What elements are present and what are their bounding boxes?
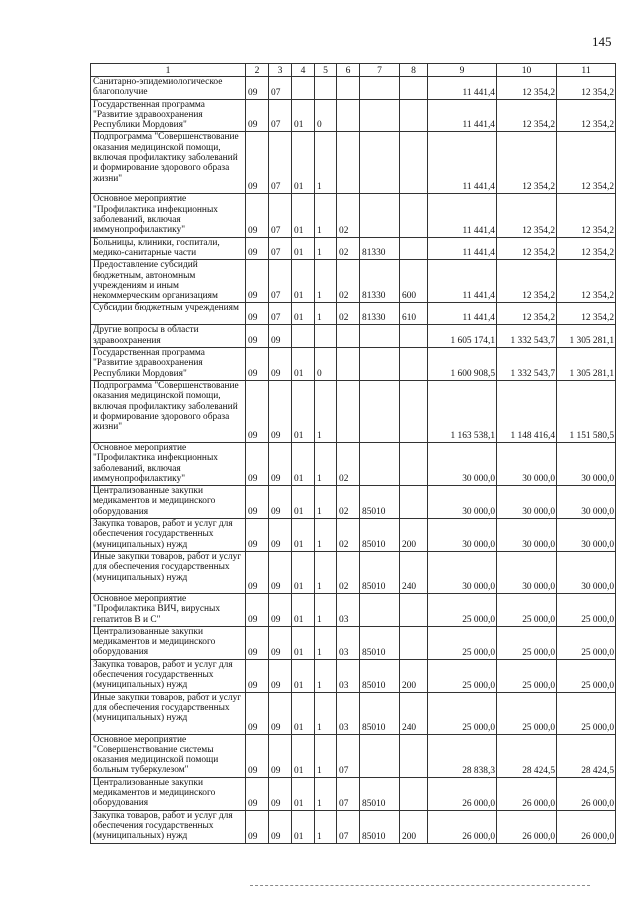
budget-table <box>90 63 616 844</box>
code-direction <box>360 132 400 194</box>
code-section: 09 <box>246 325 269 348</box>
code-event: 02 <box>337 551 360 593</box>
code-subprogram <box>315 325 337 348</box>
code-subsection: 09 <box>269 593 292 626</box>
code-section: 09 <box>246 132 269 194</box>
header-cell: 5 <box>315 64 337 77</box>
code-direction: 81330 <box>360 237 400 260</box>
code-subsection: 09 <box>269 519 292 552</box>
row-name: Закупка товаров, работ и услуг для обеспечения государственных (муниципальных) нужд <box>91 659 246 692</box>
code-direction <box>360 593 400 626</box>
code-subsection: 09 <box>269 626 292 659</box>
code-program: 01 <box>292 626 315 659</box>
header-cell: 4 <box>292 64 315 77</box>
code-section: 09 <box>246 486 269 519</box>
code-subsection: 07 <box>269 99 292 132</box>
code-subsection: 09 <box>269 777 292 810</box>
code-direction: 85010 <box>360 659 400 692</box>
amount-year-1: 28 838,3 <box>428 734 497 777</box>
header-cell: 6 <box>337 64 360 77</box>
amount-year-1: 25 000,0 <box>428 692 497 734</box>
code-program: 01 <box>292 442 315 485</box>
table-row <box>91 303 616 325</box>
code-program: 01 <box>292 303 315 325</box>
amount-year-1: 26 000,0 <box>428 810 497 843</box>
amount-year-2: 30 000,0 <box>497 442 557 485</box>
code-subprogram <box>315 77 337 100</box>
code-expense-type <box>400 380 428 442</box>
amount-year-2: 12 354,2 <box>497 99 557 132</box>
code-subsection: 09 <box>269 442 292 485</box>
code-expense-type: 200 <box>400 659 428 692</box>
amount-year-3: 12 354,2 <box>557 77 616 100</box>
amount-year-1: 1 163 538,1 <box>428 380 497 442</box>
table-row <box>91 194 616 237</box>
code-expense-type: 200 <box>400 810 428 843</box>
code-section: 09 <box>246 442 269 485</box>
code-subprogram: 1 <box>315 626 337 659</box>
amount-year-1: 11 441,4 <box>428 132 497 194</box>
row-name: Государственная программа "Развитие здравоохранения Республики Мордовия" <box>91 348 246 381</box>
header-cell: 3 <box>269 64 292 77</box>
code-subsection: 09 <box>269 810 292 843</box>
amount-year-2: 30 000,0 <box>497 486 557 519</box>
code-section: 09 <box>246 77 269 100</box>
amount-year-2: 25 000,0 <box>497 593 557 626</box>
code-program: 01 <box>292 348 315 381</box>
code-section: 09 <box>246 659 269 692</box>
code-subprogram: 1 <box>315 303 337 325</box>
header-row <box>91 64 616 77</box>
code-direction: 85010 <box>360 519 400 552</box>
header-cell: 7 <box>360 64 400 77</box>
table-row <box>91 77 616 100</box>
code-subprogram: 1 <box>315 692 337 734</box>
amount-year-3: 1 151 580,5 <box>557 380 616 442</box>
amount-year-2: 1 332 543,7 <box>497 325 557 348</box>
amount-year-3: 1 305 281,1 <box>557 348 616 381</box>
table-row <box>91 132 616 194</box>
code-section: 09 <box>246 99 269 132</box>
amount-year-1: 1 605 174,1 <box>428 325 497 348</box>
code-section: 09 <box>246 777 269 810</box>
table-row <box>91 551 616 593</box>
code-program: 01 <box>292 659 315 692</box>
row-name: Больницы, клиники, госпитали, медико-санитарные части <box>91 237 246 260</box>
code-subprogram: 1 <box>315 551 337 593</box>
amount-year-2: 25 000,0 <box>497 659 557 692</box>
amount-year-3: 12 354,2 <box>557 132 616 194</box>
code-direction: 85010 <box>360 810 400 843</box>
code-event <box>337 99 360 132</box>
amount-year-1: 11 441,4 <box>428 303 497 325</box>
code-expense-type: 200 <box>400 519 428 552</box>
code-expense-type: 600 <box>400 260 428 303</box>
code-event: 02 <box>337 442 360 485</box>
code-expense-type: 610 <box>400 303 428 325</box>
amount-year-3: 30 000,0 <box>557 551 616 593</box>
code-subprogram: 1 <box>315 486 337 519</box>
row-name: Другие вопросы в области здравоохранения <box>91 325 246 348</box>
amount-year-2: 26 000,0 <box>497 810 557 843</box>
code-program <box>292 325 315 348</box>
header-cell: 11 <box>557 64 616 77</box>
code-event <box>337 380 360 442</box>
header-cell: 10 <box>497 64 557 77</box>
row-name: Основное мероприятие "Совершенствование системы оказания медицинской помощи больным туберкулезом" <box>91 734 246 777</box>
code-section: 09 <box>246 519 269 552</box>
code-subsection: 07 <box>269 132 292 194</box>
code-subsection: 07 <box>269 194 292 237</box>
row-name: Закупка товаров, работ и услуг для обеспечения государственных (муниципальных) нужд <box>91 519 246 552</box>
amount-year-3: 25 000,0 <box>557 692 616 734</box>
amount-year-2: 30 000,0 <box>497 519 557 552</box>
amount-year-2: 12 354,2 <box>497 237 557 260</box>
code-subprogram: 1 <box>315 777 337 810</box>
amount-year-1: 11 441,4 <box>428 194 497 237</box>
code-event: 03 <box>337 692 360 734</box>
amount-year-2: 12 354,2 <box>497 77 557 100</box>
row-name: Подпрограмма "Совершенствование оказания медицинской помощи, включая профилактику заболеваний и формирование здорового образа жизни" <box>91 132 246 194</box>
amount-year-2: 12 354,2 <box>497 303 557 325</box>
amount-year-3: 12 354,2 <box>557 99 616 132</box>
code-direction <box>360 734 400 777</box>
table-row <box>91 777 616 810</box>
code-subsection: 09 <box>269 380 292 442</box>
code-program: 01 <box>292 237 315 260</box>
amount-year-1: 11 441,4 <box>428 99 497 132</box>
code-direction <box>360 380 400 442</box>
row-name: Иные закупки товаров, работ и услуг для обеспечения государственных (муниципальных) нужд <box>91 692 246 734</box>
amount-year-2: 12 354,2 <box>497 194 557 237</box>
code-direction <box>360 348 400 381</box>
code-direction: 85010 <box>360 626 400 659</box>
amount-year-2: 26 000,0 <box>497 777 557 810</box>
row-name: Субсидии бюджетным учреждениям <box>91 303 246 325</box>
page-edge-line <box>250 885 590 886</box>
code-program: 01 <box>292 486 315 519</box>
code-subsection: 07 <box>269 260 292 303</box>
amount-year-1: 30 000,0 <box>428 519 497 552</box>
code-event: 02 <box>337 519 360 552</box>
code-section: 09 <box>246 380 269 442</box>
code-program: 01 <box>292 810 315 843</box>
code-event: 02 <box>337 260 360 303</box>
amount-year-2: 1 148 416,4 <box>497 380 557 442</box>
code-expense-type <box>400 486 428 519</box>
amount-year-3: 25 000,0 <box>557 659 616 692</box>
amount-year-2: 25 000,0 <box>497 692 557 734</box>
code-program: 01 <box>292 777 315 810</box>
amount-year-3: 30 000,0 <box>557 442 616 485</box>
code-subsection: 09 <box>269 551 292 593</box>
code-event: 03 <box>337 626 360 659</box>
amount-year-1: 25 000,0 <box>428 659 497 692</box>
code-direction <box>360 442 400 485</box>
table-row <box>91 810 616 843</box>
amount-year-3: 25 000,0 <box>557 593 616 626</box>
row-name: Государственная программа "Развитие здравоохранения Республики Мордовия" <box>91 99 246 132</box>
code-event <box>337 348 360 381</box>
code-event: 07 <box>337 777 360 810</box>
code-subprogram: 1 <box>315 380 337 442</box>
row-name: Закупка товаров, работ и услуг для обеспечения государственных (муниципальных) нужд <box>91 810 246 843</box>
page-number: 145 <box>592 34 612 49</box>
row-name: Предоставление субсидий бюджетным, автономным учреждениям и иным некоммерческим организациям <box>91 260 246 303</box>
code-event: 07 <box>337 734 360 777</box>
amount-year-2: 30 000,0 <box>497 551 557 593</box>
code-direction: 85010 <box>360 692 400 734</box>
code-subsection: 09 <box>269 692 292 734</box>
code-subprogram: 1 <box>315 260 337 303</box>
row-name: Централизованные закупки медикаментов и медицинского оборудования <box>91 777 246 810</box>
amount-year-1: 25 000,0 <box>428 593 497 626</box>
table-row <box>91 692 616 734</box>
code-section: 09 <box>246 593 269 626</box>
table-row <box>91 260 616 303</box>
code-subsection: 07 <box>269 303 292 325</box>
code-subsection: 09 <box>269 734 292 777</box>
amount-year-1: 30 000,0 <box>428 486 497 519</box>
code-program: 01 <box>292 692 315 734</box>
code-section: 09 <box>246 348 269 381</box>
amount-year-1: 11 441,4 <box>428 237 497 260</box>
row-name: Подпрограмма "Совершенствование оказания медицинской помощи, включая профилактику заболеваний и формирование здорового образа жизни" <box>91 380 246 442</box>
table-row <box>91 626 616 659</box>
row-name: Санитарно-эпидемиологическое благополучие <box>91 77 246 100</box>
code-direction: 85010 <box>360 486 400 519</box>
table-row <box>91 325 616 348</box>
row-name: Основное мероприятие "Профилактика инфекционных заболеваний, включая иммунопрофилактику" <box>91 194 246 237</box>
code-section: 09 <box>246 734 269 777</box>
code-subprogram: 1 <box>315 593 337 626</box>
code-program: 01 <box>292 260 315 303</box>
code-event <box>337 325 360 348</box>
code-expense-type <box>400 132 428 194</box>
code-event: 02 <box>337 237 360 260</box>
code-section: 09 <box>246 810 269 843</box>
amount-year-3: 26 000,0 <box>557 777 616 810</box>
row-name: Иные закупки товаров, работ и услуг для обеспечения государственных (муниципальных) нужд <box>91 551 246 593</box>
code-event: 02 <box>337 303 360 325</box>
code-subprogram: 1 <box>315 734 337 777</box>
code-program: 01 <box>292 593 315 626</box>
code-subsection: 09 <box>269 486 292 519</box>
code-event <box>337 132 360 194</box>
code-expense-type <box>400 99 428 132</box>
header-cell: 1 <box>91 64 246 77</box>
code-expense-type <box>400 734 428 777</box>
code-expense-type <box>400 442 428 485</box>
code-expense-type <box>400 77 428 100</box>
code-section: 09 <box>246 626 269 659</box>
code-direction: 85010 <box>360 551 400 593</box>
code-program: 01 <box>292 132 315 194</box>
row-name: Основное мероприятие "Профилактика ВИЧ, вирусных гепатитов В и С" <box>91 593 246 626</box>
code-direction <box>360 99 400 132</box>
amount-year-2: 12 354,2 <box>497 132 557 194</box>
code-subprogram: 1 <box>315 442 337 485</box>
code-program: 01 <box>292 380 315 442</box>
code-event <box>337 77 360 100</box>
code-event: 02 <box>337 194 360 237</box>
code-subprogram: 0 <box>315 348 337 381</box>
row-name: Основное мероприятие "Профилактика инфекционных заболеваний, включая иммунопрофилактику" <box>91 442 246 485</box>
table-row <box>91 593 616 626</box>
amount-year-2: 25 000,0 <box>497 626 557 659</box>
amount-year-1: 30 000,0 <box>428 551 497 593</box>
amount-year-3: 12 354,2 <box>557 237 616 260</box>
code-expense-type <box>400 626 428 659</box>
header-cell: 9 <box>428 64 497 77</box>
table-row <box>91 380 616 442</box>
code-event: 03 <box>337 593 360 626</box>
amount-year-3: 1 305 281,1 <box>557 325 616 348</box>
code-section: 09 <box>246 692 269 734</box>
row-name: Централизованные закупки медикаментов и медицинского оборудования <box>91 486 246 519</box>
amount-year-3: 30 000,0 <box>557 519 616 552</box>
code-event: 03 <box>337 659 360 692</box>
amount-year-1: 1 600 908,5 <box>428 348 497 381</box>
code-subprogram: 1 <box>315 519 337 552</box>
code-direction: 81330 <box>360 303 400 325</box>
amount-year-3: 12 354,2 <box>557 194 616 237</box>
table-row <box>91 659 616 692</box>
code-subprogram: 1 <box>315 237 337 260</box>
code-program: 01 <box>292 551 315 593</box>
code-direction <box>360 194 400 237</box>
table-row <box>91 99 616 132</box>
code-subprogram: 1 <box>315 810 337 843</box>
table-row <box>91 519 616 552</box>
amount-year-3: 12 354,2 <box>557 303 616 325</box>
code-direction <box>360 325 400 348</box>
code-expense-type <box>400 777 428 810</box>
table-header <box>91 64 616 77</box>
code-program: 01 <box>292 734 315 777</box>
code-section: 09 <box>246 303 269 325</box>
code-expense-type <box>400 237 428 260</box>
code-subprogram: 1 <box>315 194 337 237</box>
code-subsection: 09 <box>269 659 292 692</box>
amount-year-3: 12 354,2 <box>557 260 616 303</box>
code-section: 09 <box>246 237 269 260</box>
code-subprogram: 0 <box>315 99 337 132</box>
table-row <box>91 734 616 777</box>
table-row <box>91 442 616 485</box>
amount-year-1: 30 000,0 <box>428 442 497 485</box>
header-cell: 8 <box>400 64 428 77</box>
code-expense-type <box>400 325 428 348</box>
table-row <box>91 348 616 381</box>
table-row <box>91 237 616 260</box>
code-expense-type <box>400 194 428 237</box>
code-expense-type: 240 <box>400 692 428 734</box>
code-program: 01 <box>292 99 315 132</box>
amount-year-1: 11 441,4 <box>428 260 497 303</box>
code-expense-type: 240 <box>400 551 428 593</box>
header-cell: 2 <box>246 64 269 77</box>
code-subprogram: 1 <box>315 132 337 194</box>
code-section: 09 <box>246 194 269 237</box>
amount-year-2: 1 332 543,7 <box>497 348 557 381</box>
amount-year-1: 11 441,4 <box>428 77 497 100</box>
table-body <box>91 77 616 844</box>
code-subprogram: 1 <box>315 659 337 692</box>
code-program: 01 <box>292 194 315 237</box>
code-section: 09 <box>246 551 269 593</box>
code-program: 01 <box>292 519 315 552</box>
amount-year-3: 30 000,0 <box>557 486 616 519</box>
amount-year-2: 28 424,5 <box>497 734 557 777</box>
amount-year-3: 25 000,0 <box>557 626 616 659</box>
code-section: 09 <box>246 260 269 303</box>
table-row <box>91 486 616 519</box>
amount-year-1: 25 000,0 <box>428 626 497 659</box>
code-subsection: 07 <box>269 77 292 100</box>
code-direction: 81330 <box>360 260 400 303</box>
amount-year-3: 28 424,5 <box>557 734 616 777</box>
code-expense-type <box>400 348 428 381</box>
code-program <box>292 77 315 100</box>
code-subsection: 09 <box>269 325 292 348</box>
code-subsection: 09 <box>269 348 292 381</box>
amount-year-3: 26 000,0 <box>557 810 616 843</box>
code-direction <box>360 77 400 100</box>
code-event: 02 <box>337 486 360 519</box>
code-subsection: 07 <box>269 237 292 260</box>
row-name: Централизованные закупки медикаментов и медицинского оборудования <box>91 626 246 659</box>
amount-year-2: 12 354,2 <box>497 260 557 303</box>
code-direction: 85010 <box>360 777 400 810</box>
code-event: 07 <box>337 810 360 843</box>
code-expense-type <box>400 593 428 626</box>
amount-year-1: 26 000,0 <box>428 777 497 810</box>
